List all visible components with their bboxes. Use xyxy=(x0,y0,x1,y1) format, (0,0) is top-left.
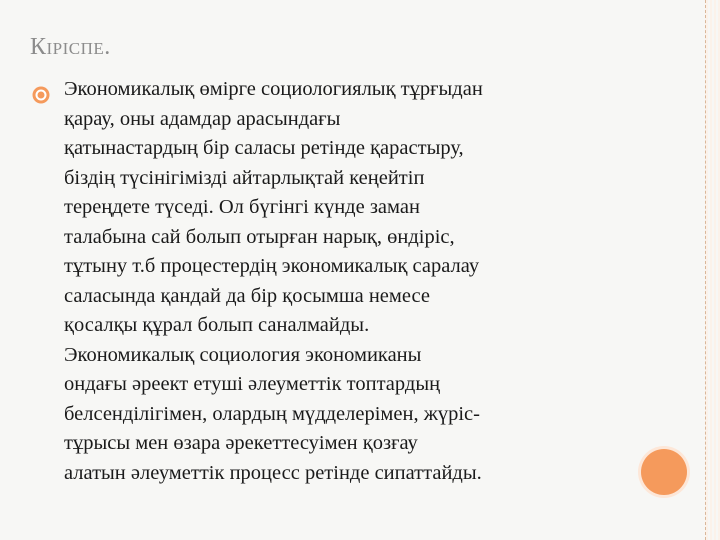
text-line: тұрысы мен өзара әрекеттесуімен қозғау xyxy=(64,432,418,454)
text-line: қарау, оны адамдар арасындағы xyxy=(64,107,341,130)
text-line: қатынастардың бір саласы ретінде қарастыру, xyxy=(64,137,464,159)
text-line: белсенділігімен, олардың мүдделерімен, жүріс- xyxy=(64,402,480,425)
slide-title: Кіріспе. xyxy=(30,34,111,60)
bullet-circle-icon xyxy=(32,86,50,104)
decorative-border xyxy=(705,0,720,540)
bullet-text xyxy=(64,75,624,488)
text-line: тереңдете түседі. Ол бүгінгі күнде заман xyxy=(64,196,420,218)
text-line: талабына сай болып отырған нарық, өндіріс, xyxy=(64,225,455,248)
text-line: ондағы әреект етуші әлеуметтік топтардың xyxy=(64,373,441,395)
text-line: қосалқы құрал болып саналмайды. xyxy=(64,314,370,336)
text-line: саласында қандай да бір қосымша немесе xyxy=(64,284,430,307)
text-line: Экономикалық өмірге социологиялық тұрғыдан xyxy=(64,78,483,100)
text-line: Экономикалық социология экономиканы xyxy=(64,343,422,366)
text-line: алатын әлеуметтік процесс ретінде сипаттайды. xyxy=(64,461,482,484)
text-line: біздің түсінігімізді айтарлықтай кеңейтіп xyxy=(64,166,425,189)
decorative-circle xyxy=(641,449,687,495)
text-line: тұтыну т.б процестердің экономикалық саралау xyxy=(64,255,480,277)
